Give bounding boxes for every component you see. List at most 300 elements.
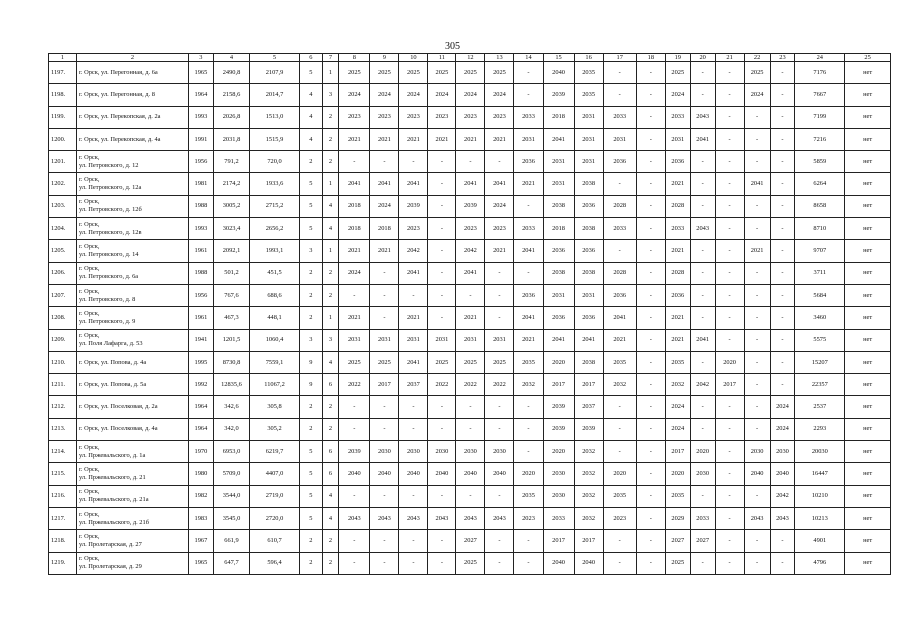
table-cell: 4 — [322, 485, 339, 507]
address-line: г. Орск, — [78, 287, 100, 295]
table-cell: 2043 — [690, 218, 715, 240]
table-cell: - — [603, 552, 636, 574]
table-cell: 2036 — [514, 151, 543, 173]
table-cell: 7176 — [795, 62, 845, 84]
table-cell: - — [690, 485, 715, 507]
table-cell: - — [690, 195, 715, 217]
table-cell: 2 — [299, 418, 322, 440]
table-cell: - — [770, 62, 795, 84]
table-cell: 2017 — [543, 530, 574, 552]
table-cell: - — [715, 463, 744, 485]
table-cell: 2033 — [665, 106, 690, 128]
row-number: 1209. — [49, 329, 77, 351]
address-cell — [76, 128, 188, 150]
table-cell: 4 — [322, 218, 339, 240]
table-cell: 2031 — [543, 151, 574, 173]
table-cell: 2028 — [665, 195, 690, 217]
table-cell: 3544,0 — [213, 485, 249, 507]
address-cell — [76, 106, 188, 128]
table-cell: 2020 — [690, 441, 715, 463]
table-cell: 4 — [322, 507, 339, 529]
table-cell: 2030 — [543, 463, 574, 485]
table-cell: - — [399, 284, 428, 306]
table-cell: - — [715, 195, 744, 217]
address-cell — [76, 329, 188, 351]
table-cell: 2023 — [370, 106, 399, 128]
address-line: г. Орск, ул. Попова, д. 5а — [78, 380, 147, 388]
table-cell: 2 — [322, 128, 339, 150]
table-cell: 4 — [322, 351, 339, 373]
table-cell: - — [715, 396, 744, 418]
row-number: 1210. — [49, 351, 77, 373]
table-cell: нет — [845, 195, 891, 217]
table-cell: - — [770, 262, 795, 284]
table-cell: 2024 — [339, 84, 370, 106]
column-header: 18 — [636, 54, 665, 62]
table-cell: - — [744, 329, 770, 351]
table-cell: нет — [845, 530, 891, 552]
table-cell: 8658 — [795, 195, 845, 217]
table-cell: 2021 — [665, 173, 690, 195]
table-cell: 2025 — [485, 62, 514, 84]
table-cell: 2040 — [370, 463, 399, 485]
table-cell: 2021 — [603, 329, 636, 351]
address-line: г. Орск, — [78, 309, 100, 317]
address-line: г. Орск, — [78, 265, 100, 273]
table-cell: 2026,8 — [213, 106, 249, 128]
table-cell: - — [715, 329, 744, 351]
table-cell: 4901 — [795, 530, 845, 552]
address-line: ул. Пролетарская, д. 29 — [78, 563, 142, 571]
table-cell: 2043 — [456, 507, 485, 529]
table-cell: - — [744, 418, 770, 440]
table-cell: - — [715, 240, 744, 262]
table-cell: 3 — [299, 240, 322, 262]
table-cell: 2043 — [399, 507, 428, 529]
table-cell: 5684 — [795, 284, 845, 306]
table-row — [49, 173, 891, 195]
table-cell: 2040 — [428, 463, 456, 485]
table-cell: - — [715, 128, 744, 150]
table-cell: 3 — [299, 329, 322, 351]
table-cell: 2021 — [428, 128, 456, 150]
table-cell: 2023 — [485, 218, 514, 240]
table-cell: 1993 — [188, 218, 213, 240]
table-cell: - — [690, 396, 715, 418]
table-cell: нет — [845, 262, 891, 284]
table-cell: 2031,8 — [213, 128, 249, 150]
table-cell: - — [339, 485, 370, 507]
table-cell: 2020 — [543, 441, 574, 463]
table-cell: 2038 — [574, 218, 603, 240]
table-cell: 2041 — [370, 173, 399, 195]
table-cell: - — [485, 552, 514, 574]
table-cell: 1515,9 — [250, 128, 300, 150]
table-cell: 1995 — [188, 351, 213, 373]
table-row — [49, 463, 891, 485]
table-cell: 9 — [299, 374, 322, 396]
table-cell: 2024 — [485, 195, 514, 217]
table-cell: - — [636, 552, 665, 574]
table-cell: 1964 — [188, 396, 213, 418]
column-header: 15 — [543, 54, 574, 62]
table-cell: нет — [845, 151, 891, 173]
table-cell: 1933,6 — [250, 173, 300, 195]
table-cell: 2040 — [744, 463, 770, 485]
table-cell: 2 — [299, 151, 322, 173]
address-line: г. Орск, — [78, 443, 100, 451]
table-row — [49, 329, 891, 351]
column-header: 1 — [49, 54, 77, 62]
table-cell: 342,0 — [213, 418, 249, 440]
table-cell: 2036 — [543, 240, 574, 262]
table-cell: 2025 — [744, 62, 770, 84]
table-cell: 342,6 — [213, 396, 249, 418]
table-cell: 2040 — [543, 552, 574, 574]
table-cell: 2017 — [665, 441, 690, 463]
table-cell: 5 — [299, 485, 322, 507]
table-cell: 2028 — [665, 262, 690, 284]
table-cell: 2041 — [399, 262, 428, 284]
table-cell: 2035 — [665, 485, 690, 507]
table-cell: - — [690, 151, 715, 173]
address-line: ул. Петровского, д. 6а — [78, 273, 139, 281]
table-cell: 2036 — [574, 307, 603, 329]
address-line: г. Орск, — [78, 510, 100, 518]
address-line: ул. Пролетарская, д. 27 — [78, 540, 142, 548]
table-cell: - — [399, 485, 428, 507]
table-cell: 688,6 — [250, 284, 300, 306]
table-cell: - — [690, 307, 715, 329]
row-number: 1204. — [49, 218, 77, 240]
table-cell: - — [514, 84, 543, 106]
table-cell: 2037 — [574, 396, 603, 418]
table-cell: 4 — [299, 128, 322, 150]
address-cell — [76, 173, 188, 195]
table-cell: 2041 — [399, 173, 428, 195]
table-cell: 2022 — [339, 374, 370, 396]
table-cell: 2040 — [399, 463, 428, 485]
table-cell: 2032 — [574, 463, 603, 485]
table-cell: - — [514, 262, 543, 284]
address-cell — [76, 441, 188, 463]
table-cell: 2022 — [485, 374, 514, 396]
address-line: г. Орск, ул. Поселковая, д. 2а — [78, 403, 158, 411]
address-cell — [76, 151, 188, 173]
table-row — [49, 84, 891, 106]
table-cell: - — [770, 552, 795, 574]
column-header: 16 — [574, 54, 603, 62]
table-cell: 1 — [322, 240, 339, 262]
table-cell: 2023 — [514, 507, 543, 529]
table-cell: нет — [845, 351, 891, 373]
table-cell: 2035 — [574, 62, 603, 84]
table-cell: 2018 — [370, 218, 399, 240]
table-cell: - — [514, 195, 543, 217]
address-cell — [76, 374, 188, 396]
table-cell: 12835,6 — [213, 374, 249, 396]
table-cell: 2020 — [715, 351, 744, 373]
table-cell: 2029 — [665, 507, 690, 529]
table-cell: 2043 — [370, 507, 399, 529]
table-cell: 2023 — [456, 218, 485, 240]
table-cell: 2 — [299, 396, 322, 418]
address-cell — [76, 463, 188, 485]
table-cell: - — [770, 530, 795, 552]
table-cell: 6953,0 — [213, 441, 249, 463]
table-cell: 2030 — [770, 441, 795, 463]
table-cell: - — [636, 128, 665, 150]
table-cell: - — [636, 173, 665, 195]
table-cell: - — [770, 284, 795, 306]
column-header: 21 — [715, 54, 744, 62]
table-cell: 5575 — [795, 329, 845, 351]
table-cell: - — [428, 151, 456, 173]
table-cell: 661,9 — [213, 530, 249, 552]
table-cell: 2027 — [456, 530, 485, 552]
table-cell: 2036 — [514, 284, 543, 306]
address-line: г. Орск, — [78, 153, 100, 161]
table-cell: 2033 — [543, 507, 574, 529]
address-line: г. Орск, — [78, 465, 100, 473]
table-cell: 1991 — [188, 128, 213, 150]
table-cell: 501,2 — [213, 262, 249, 284]
table-cell: - — [370, 552, 399, 574]
table-cell: 2041 — [339, 173, 370, 195]
table-cell: 11067,2 — [250, 374, 300, 396]
table-cell: - — [636, 351, 665, 373]
address-line: ул. Петровского, д. 12а — [78, 184, 142, 192]
table-row — [49, 530, 891, 552]
table-cell: 10210 — [795, 485, 845, 507]
table-cell: 2030 — [543, 485, 574, 507]
table-cell: 2021 — [665, 307, 690, 329]
row-number: 1202. — [49, 173, 77, 195]
table-cell: 2033 — [603, 106, 636, 128]
table-cell: 2031 — [514, 128, 543, 150]
table-cell: нет — [845, 284, 891, 306]
table-cell: 610,7 — [250, 530, 300, 552]
table-cell: 305,2 — [250, 418, 300, 440]
table-cell: - — [744, 151, 770, 173]
table-cell: - — [485, 418, 514, 440]
table-cell: 20030 — [795, 441, 845, 463]
table-cell: 5 — [299, 441, 322, 463]
table-cell: 2025 — [665, 552, 690, 574]
table-cell: 2021 — [339, 307, 370, 329]
table-cell: 2022 — [428, 374, 456, 396]
row-number: 1212. — [49, 396, 77, 418]
table-cell: 2039 — [543, 418, 574, 440]
table-cell: 2035 — [665, 351, 690, 373]
table-cell: - — [690, 418, 715, 440]
table-cell: 2024 — [665, 396, 690, 418]
table-cell: 1 — [322, 307, 339, 329]
table-cell: 2020 — [603, 463, 636, 485]
table-cell: - — [339, 284, 370, 306]
table-cell: 4796 — [795, 552, 845, 574]
table-cell: - — [715, 552, 744, 574]
table-row — [49, 106, 891, 128]
table-cell: 2038 — [574, 262, 603, 284]
table-cell: - — [770, 173, 795, 195]
table-cell: 2040 — [456, 463, 485, 485]
table-cell: 2041 — [543, 128, 574, 150]
address-line: ул. Петровского, д. 14 — [78, 251, 139, 259]
table-cell: 2719,0 — [250, 485, 300, 507]
table-cell: 1980 — [188, 463, 213, 485]
table-cell: - — [514, 418, 543, 440]
table-cell: - — [399, 530, 428, 552]
table-cell: 2039 — [574, 418, 603, 440]
table-cell: - — [428, 307, 456, 329]
table-cell: 2023 — [485, 106, 514, 128]
table-cell: 2041 — [744, 173, 770, 195]
table-cell: 6 — [322, 441, 339, 463]
table-cell: 2092,1 — [213, 240, 249, 262]
table-cell: 2021 — [370, 240, 399, 262]
row-number: 1197. — [49, 62, 77, 84]
address-line: ул. Пржевальского, д. 21а — [78, 496, 149, 504]
table-cell: 2018 — [543, 106, 574, 128]
table-cell: 2041 — [574, 329, 603, 351]
table-cell: нет — [845, 62, 891, 84]
table-cell: - — [514, 552, 543, 574]
table-cell: 2043 — [485, 507, 514, 529]
table-cell: 2030 — [744, 441, 770, 463]
table-cell: 2033 — [514, 218, 543, 240]
table-cell: 2028 — [603, 195, 636, 217]
table-cell: 8730,8 — [213, 351, 249, 373]
table-cell: нет — [845, 240, 891, 262]
table-cell: - — [456, 151, 485, 173]
table-cell: 1964 — [188, 418, 213, 440]
table-cell: 2043 — [428, 507, 456, 529]
address-cell — [76, 218, 188, 240]
table-cell: 2043 — [339, 507, 370, 529]
table-cell: 2021 — [485, 240, 514, 262]
table-cell: 2024 — [770, 396, 795, 418]
table-cell: 2030 — [428, 441, 456, 463]
table-cell: 15207 — [795, 351, 845, 373]
table-cell: 1941 — [188, 329, 213, 351]
table-cell: нет — [845, 418, 891, 440]
address-cell — [76, 507, 188, 529]
table-cell: - — [636, 418, 665, 440]
table-cell: 1988 — [188, 195, 213, 217]
table-cell: 5 — [299, 173, 322, 195]
table-cell: 1983 — [188, 507, 213, 529]
table-cell: - — [603, 441, 636, 463]
table-cell: 2023 — [399, 218, 428, 240]
table-cell: 2038 — [543, 195, 574, 217]
table-cell: 2025 — [339, 351, 370, 373]
table-cell: 2043 — [744, 507, 770, 529]
row-number: 1217. — [49, 507, 77, 529]
table-cell: 1513,0 — [250, 106, 300, 128]
row-number: 1218. — [49, 530, 77, 552]
table-cell: 2037 — [399, 374, 428, 396]
table-cell: 1956 — [188, 151, 213, 173]
table-cell: 2033 — [665, 218, 690, 240]
table-cell: 2035 — [603, 485, 636, 507]
address-line: г. Орск, ул. Перекопская, д. 2а — [78, 113, 161, 121]
column-header: 5 — [250, 54, 300, 62]
table-cell: - — [603, 530, 636, 552]
table-cell: 2032 — [574, 441, 603, 463]
table-cell: - — [636, 218, 665, 240]
table-cell: - — [370, 284, 399, 306]
table-cell: 305,8 — [250, 396, 300, 418]
table-cell: - — [744, 128, 770, 150]
table-cell: 2031 — [485, 329, 514, 351]
row-number: 1219. — [49, 552, 77, 574]
table-cell: - — [744, 374, 770, 396]
table-cell: 2033 — [603, 218, 636, 240]
table-cell: 1060,4 — [250, 329, 300, 351]
table-cell: - — [428, 485, 456, 507]
table-cell: - — [715, 485, 744, 507]
column-header: 8 — [339, 54, 370, 62]
table-cell: - — [744, 106, 770, 128]
table-cell: 2017 — [574, 374, 603, 396]
table-cell: 467,3 — [213, 307, 249, 329]
row-number: 1214. — [49, 441, 77, 463]
table-cell: 2036 — [665, 284, 690, 306]
table-cell: - — [715, 218, 744, 240]
table-cell: 2 — [299, 530, 322, 552]
table-cell: 2 — [299, 284, 322, 306]
table-cell: - — [370, 485, 399, 507]
table-cell: 2490,8 — [213, 62, 249, 84]
table-cell: - — [603, 62, 636, 84]
address-line: г. Орск, ул. Поселковая, д. 4а — [78, 425, 158, 433]
table-cell: - — [770, 218, 795, 240]
table-cell: 2030 — [690, 463, 715, 485]
table-cell: - — [485, 485, 514, 507]
column-header: 11 — [428, 54, 456, 62]
table-cell: нет — [845, 84, 891, 106]
table-cell: 451,5 — [250, 262, 300, 284]
table-row — [49, 396, 891, 418]
table-cell: 2 — [322, 530, 339, 552]
table-cell: 2 — [299, 552, 322, 574]
table-cell: 2020 — [543, 351, 574, 373]
table-cell: 8710 — [795, 218, 845, 240]
table-cell: - — [428, 173, 456, 195]
table-cell: 2021 — [339, 128, 370, 150]
table-cell: 2 — [299, 262, 322, 284]
page-number: 305 — [445, 41, 460, 52]
table-cell: 7216 — [795, 128, 845, 150]
table-cell: 2041 — [399, 351, 428, 373]
row-number: 1215. — [49, 463, 77, 485]
table-cell: 2025 — [485, 351, 514, 373]
address-line: ул. Петровского, д. 12 — [78, 161, 139, 169]
table-cell: 7667 — [795, 84, 845, 106]
address-line: г. Орск, ул. Перегонная, д. 8 — [78, 90, 155, 98]
table-cell: 1981 — [188, 173, 213, 195]
address-line: г. Орск, — [78, 220, 100, 228]
table-cell: - — [603, 84, 636, 106]
table-cell: 2018 — [339, 195, 370, 217]
table-cell: 2041 — [456, 262, 485, 284]
table-cell: 2025 — [370, 351, 399, 373]
column-header: 19 — [665, 54, 690, 62]
table-cell: 2042 — [690, 374, 715, 396]
table-cell: 2720,0 — [250, 507, 300, 529]
table-cell: - — [690, 173, 715, 195]
